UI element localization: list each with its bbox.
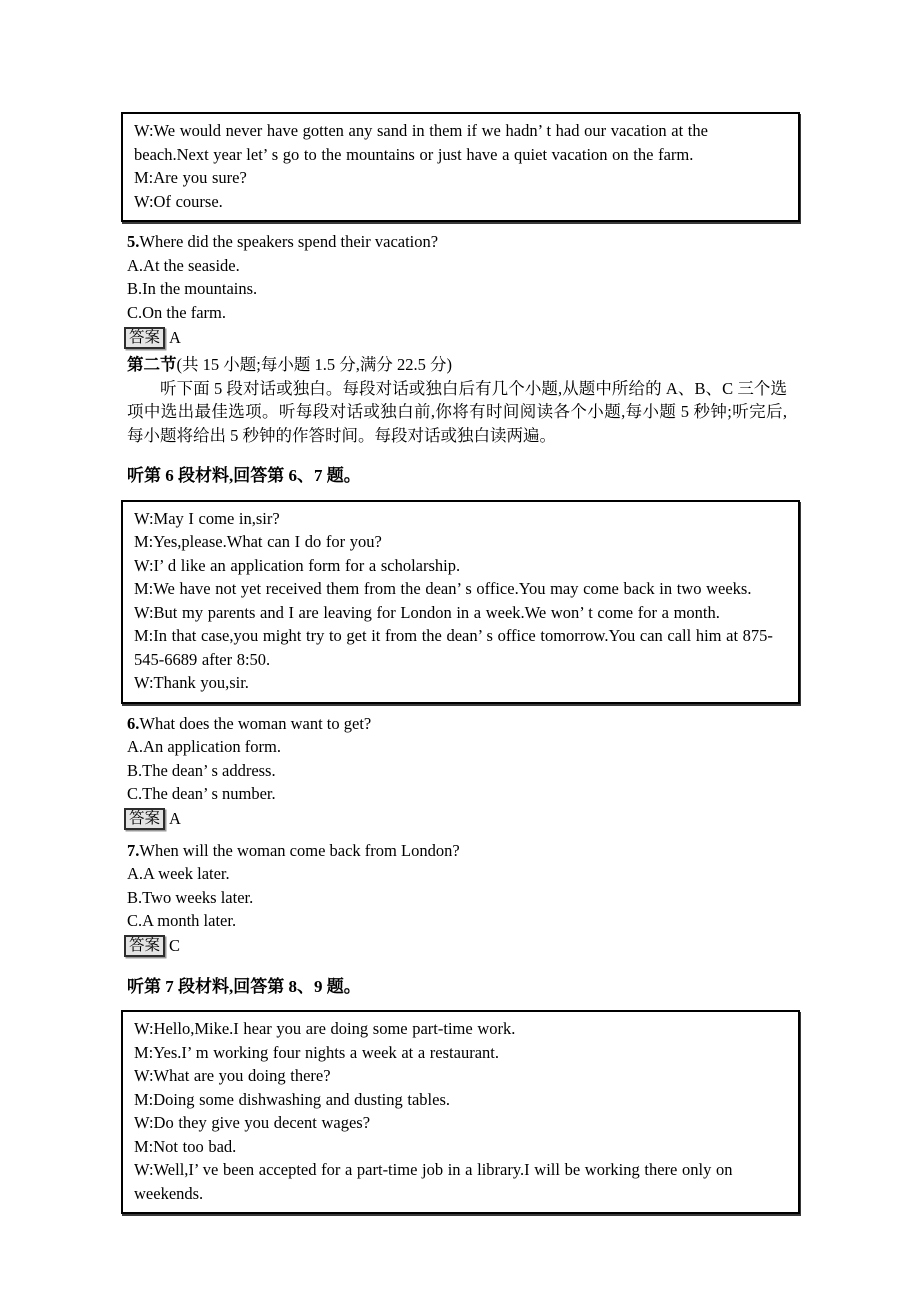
question-block-5 (127, 230, 800, 349)
section-title-detail: (共 15 小题;每小题 1.5 分,满分 22.5 分) (176, 355, 452, 374)
section-title: 第二节 (127, 355, 177, 374)
answer-badge: 答案 (124, 935, 165, 957)
dialogue-line: W:Of course. (134, 191, 223, 211)
question-line (127, 230, 800, 254)
question-text: Where did the speakers spend their vacation? (139, 232, 439, 251)
dialogue-line: M:Not too bad. (134, 1136, 237, 1156)
question-line (127, 712, 800, 736)
answer-row (124, 935, 800, 958)
dialogue-line: W:But my parents and I are leaving for London in a week.We won’ t come for a month. (134, 602, 720, 622)
option-b: B.Two weeks later. (127, 887, 254, 907)
dialogue-line: M:Are you sure? (134, 168, 247, 187)
dialogue-line: M:In that case,you might try to get it from the dean’ s office tomorrow.You can call him at 875-545-6689 after 8:50. (134, 626, 773, 669)
answer-row (124, 326, 800, 349)
dialogue-line: M:Yes.I’ m working four nights a week at a restaurant. (134, 1042, 499, 1062)
answer-badge: 答案 (124, 327, 165, 349)
dialogue-line: W:We would never have gotten any sand in them if we hadn’ t had our vacation at the beach.Next year let’ s go to the mountains or just have a quiet vacation on the farm. (134, 121, 708, 164)
dialogue-line: W:I’ d like an application form for a scholarship. (134, 555, 461, 575)
question-block-6 (127, 712, 800, 831)
dialogue-box-3 (121, 1010, 800, 1214)
material-header-7: 听第 7 段材料,回答第 8、9 题。 (127, 976, 361, 996)
option-b: B.In the mountains. (127, 279, 258, 298)
answer-letter: C (169, 936, 181, 955)
section-instructions: 听下面 5 段对话或独白。每段对话或独白后有几个小题,从题中所给的 A、B、C 三个选项中选出最佳选项。听每段对话或独白前,你将有时间阅读各个小题,每小题 5 秒钟;听完后,每小题将给出 5 秒钟的作答时间。每段对话或独白读两遍。 (127, 378, 787, 445)
option-a: A.At the seaside. (127, 255, 240, 275)
option-c: C.A month later. (127, 911, 237, 930)
dialogue-line: W:May I come in,sir? (134, 508, 280, 528)
section-heading (127, 353, 800, 377)
dialogue-line: M:Doing some dishwashing and dusting tables. (134, 1089, 450, 1109)
answer-letter: A (169, 327, 181, 347)
option-b: B.The dean’ s address. (127, 760, 276, 780)
question-text: What does the woman want to get? (139, 713, 372, 733)
dialogue-line: W:Well,I’ ve been accepted for a part-time job in a library.I will be working there only on weekends. (134, 1160, 733, 1203)
question-number: 7. (127, 840, 140, 860)
option-a: A.An application form. (127, 737, 281, 756)
dialogue-line: W:Do they give you decent wages? (134, 1113, 371, 1132)
answer-badge: 答案 (124, 808, 165, 830)
option-c: C.The dean’ s number. (127, 784, 276, 803)
option-a: A.A week later. (127, 864, 230, 883)
dialogue-box-1 (121, 112, 800, 222)
dialogue-line: M:Yes,please.What can I do for you? (134, 532, 382, 551)
question-line (127, 839, 800, 863)
dialogue-box-2 (121, 500, 800, 704)
question-block-7 (127, 839, 800, 958)
answer-letter: A (169, 809, 181, 828)
answer-row (124, 808, 800, 831)
question-number: 6. (127, 713, 140, 733)
option-c: C.On the farm. (127, 302, 226, 322)
material-header-6: 听第 6 段材料,回答第 6、7 题。 (127, 466, 361, 485)
dialogue-line: M:We have not yet received them from the dean’ s office.You may come back in two weeks. (134, 579, 752, 598)
question-text: When will the woman come back from London? (139, 840, 460, 860)
dialogue-line: W:What are you doing there? (134, 1066, 331, 1085)
dialogue-line: W:Thank you,sir. (134, 673, 249, 692)
dialogue-line: W:Hello,Mike.I hear you are doing some part-time work. (134, 1019, 516, 1038)
question-number: 5. (127, 232, 140, 251)
